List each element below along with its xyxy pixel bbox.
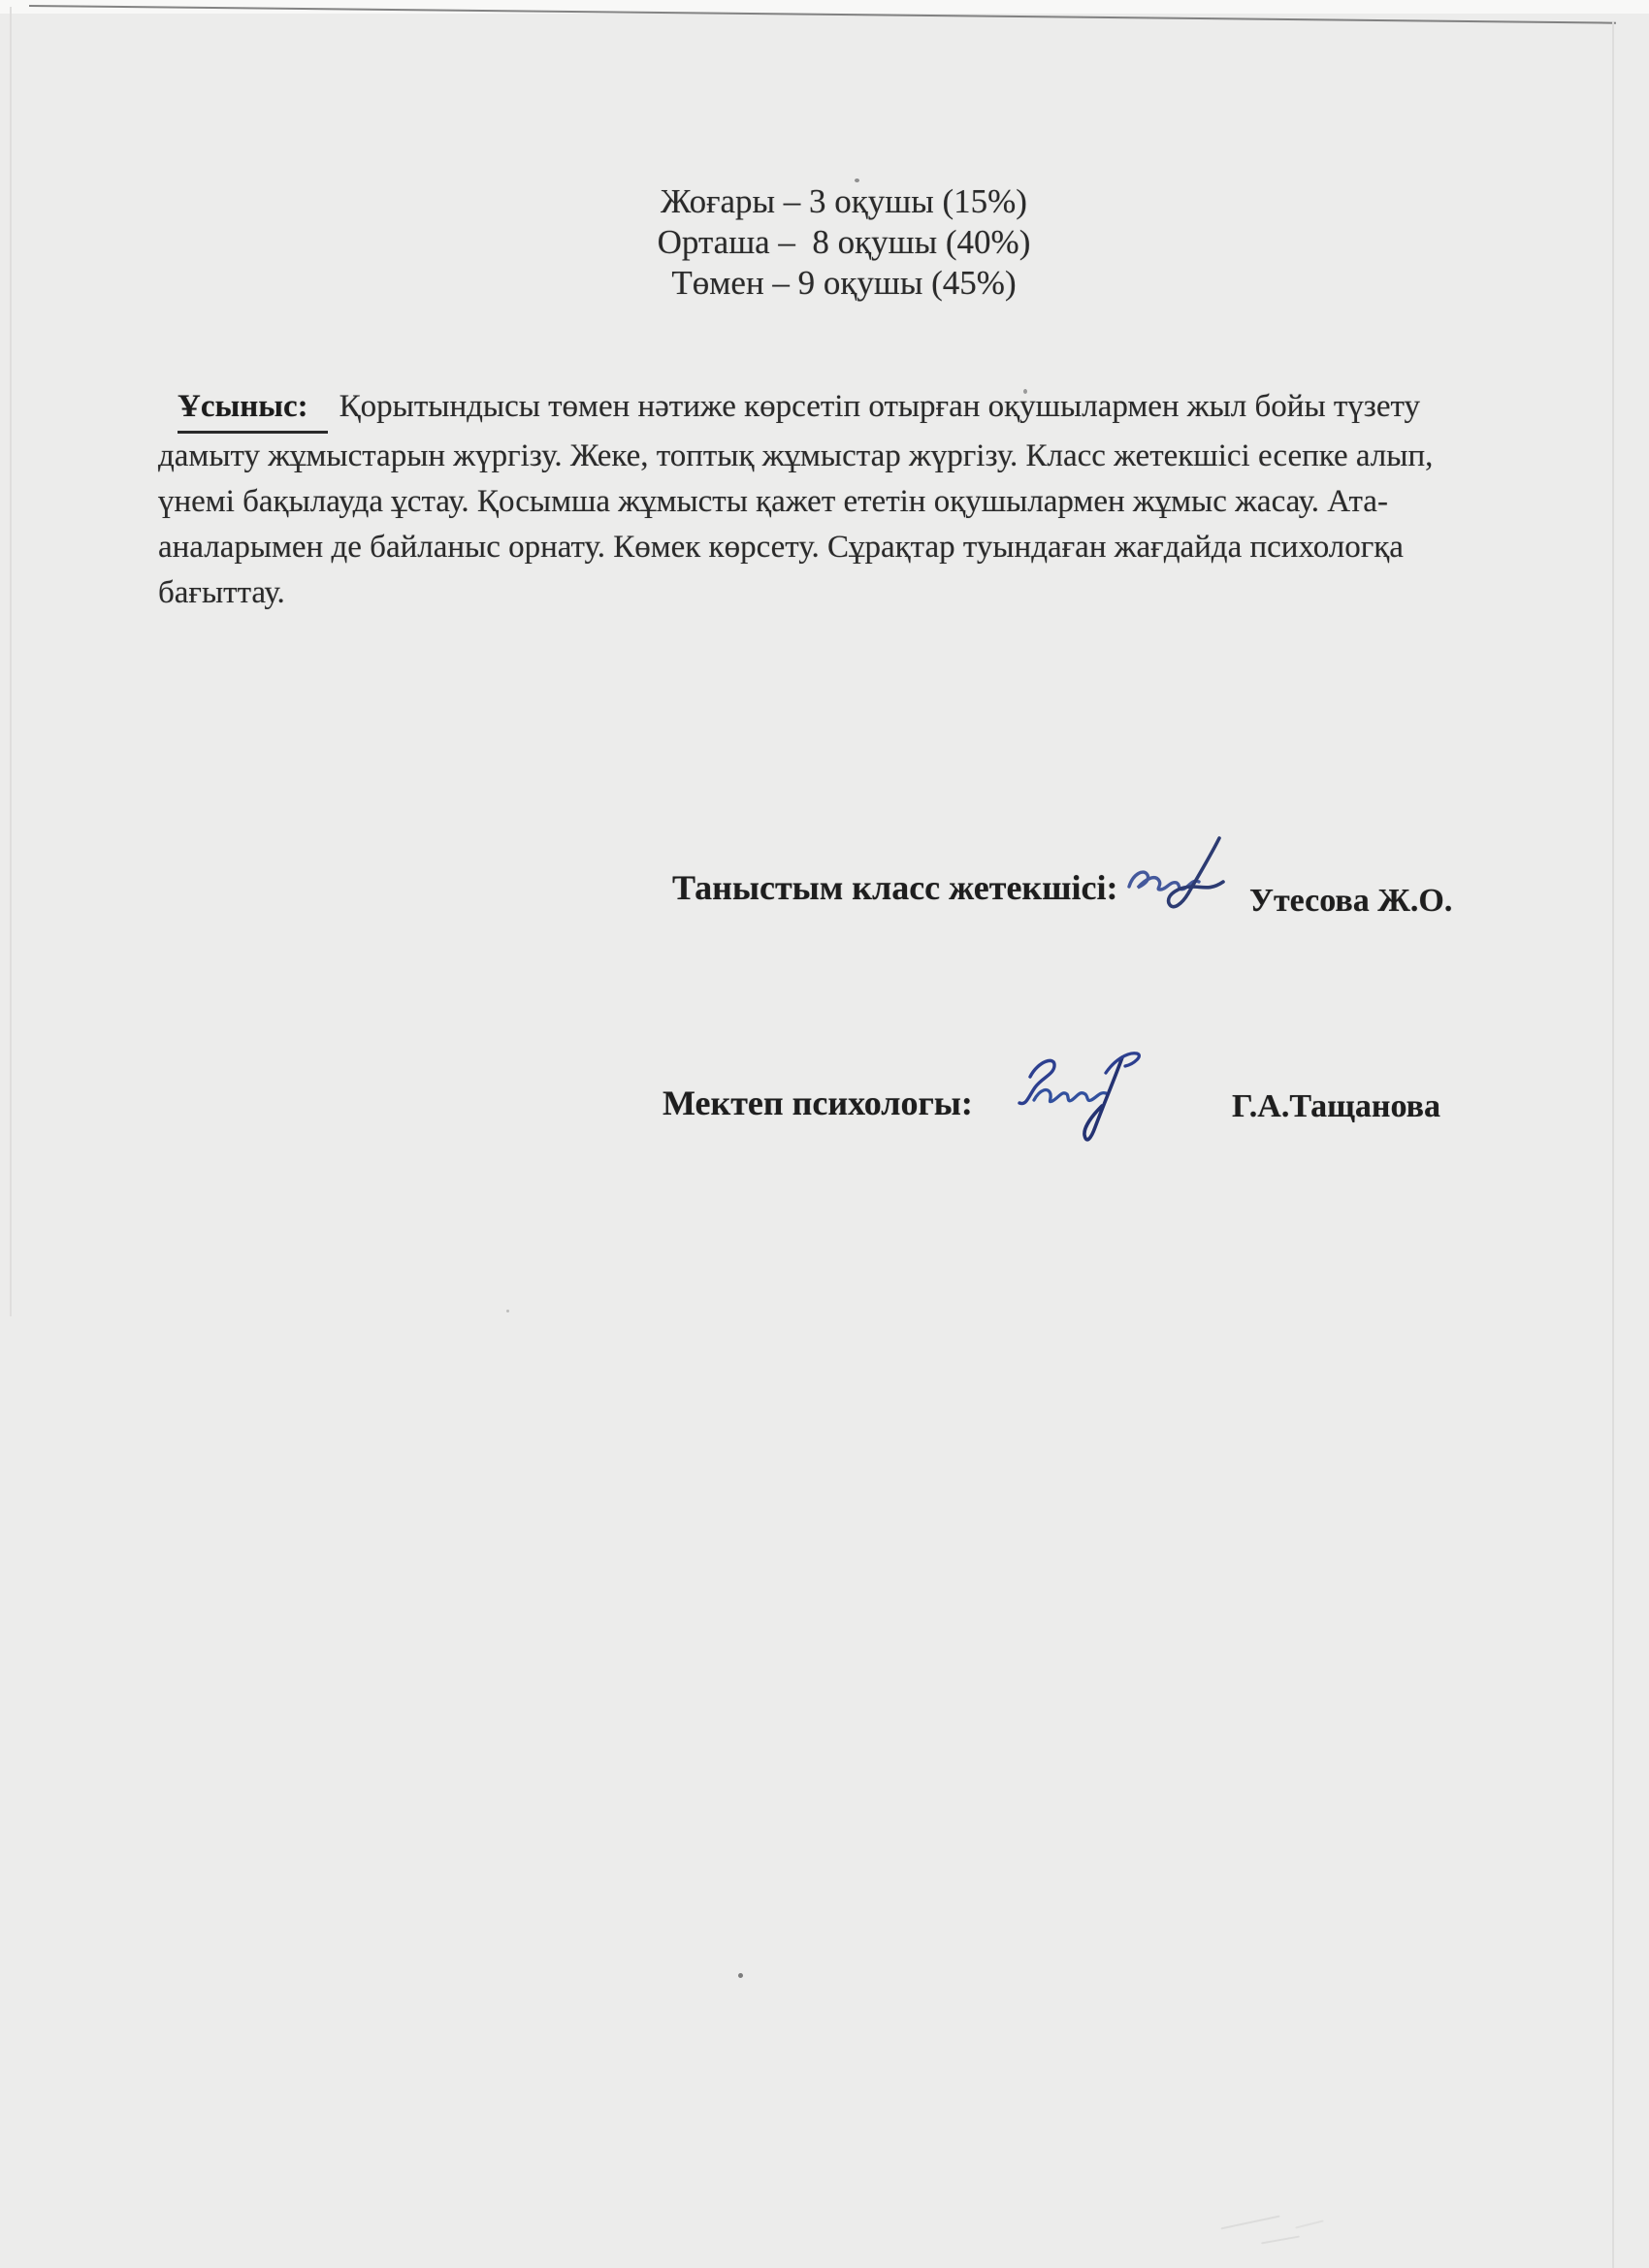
psychologist-signature [1005, 1044, 1168, 1158]
pencil-smudge [1220, 2216, 1279, 2230]
paragraph-line: үнемі бақылауда ұстау. Қосымша жұмысты қажет ететін оқушылармен жұмыс жасау. Ата- [158, 484, 1388, 519]
paragraph-line [158, 384, 1516, 434]
summary-line-high: Жоғары – 3 оқушы (15%) [661, 182, 1027, 220]
scan-edge-left-line [10, 7, 12, 1316]
scan-edge-right-line [1612, 21, 1614, 2268]
result-summary-block [19, 181, 1649, 304]
scan-speck [506, 1310, 509, 1312]
pencil-smudge [1261, 2236, 1300, 2245]
paragraph-line: бағыттау. [158, 575, 285, 610]
pencil-smudge [1295, 2219, 1324, 2228]
classteacher-name: Утесова Ж.О. [1249, 883, 1453, 919]
paragraph-text: Қорытындысы төмен нәтиже көрсетіп отырған оқушылармен жыл бойы түзету [339, 389, 1420, 424]
paragraph-line: дамыту жұмыстарын жүргізу. Жеке, топтық жұмыстар жүргізу. Класс жетекшісі есепке алып, [158, 438, 1434, 473]
recommendation-paragraph [158, 384, 1516, 616]
psychologist-label: Мектеп психологы: [663, 1084, 973, 1122]
scan-speck [738, 1973, 743, 1978]
paragraph-line: аналарымен де байланыс орнату. Көмек көрсету. Сұрақтар туындаған жағдайда психологқа [158, 530, 1404, 565]
classteacher-ack-label: Таныстым класс жетекшісі: [672, 868, 1118, 907]
recommendation-label: Ұсыныс: [178, 384, 328, 434]
classteacher-signature [1123, 832, 1238, 927]
summary-line-low: Төмен – 9 оқушы (45%) [671, 264, 1017, 302]
summary-line-medium: Орташа – 8 оқушы (40%) [657, 223, 1031, 261]
psychologist-name: Г.А.Тащанова [1232, 1088, 1440, 1124]
